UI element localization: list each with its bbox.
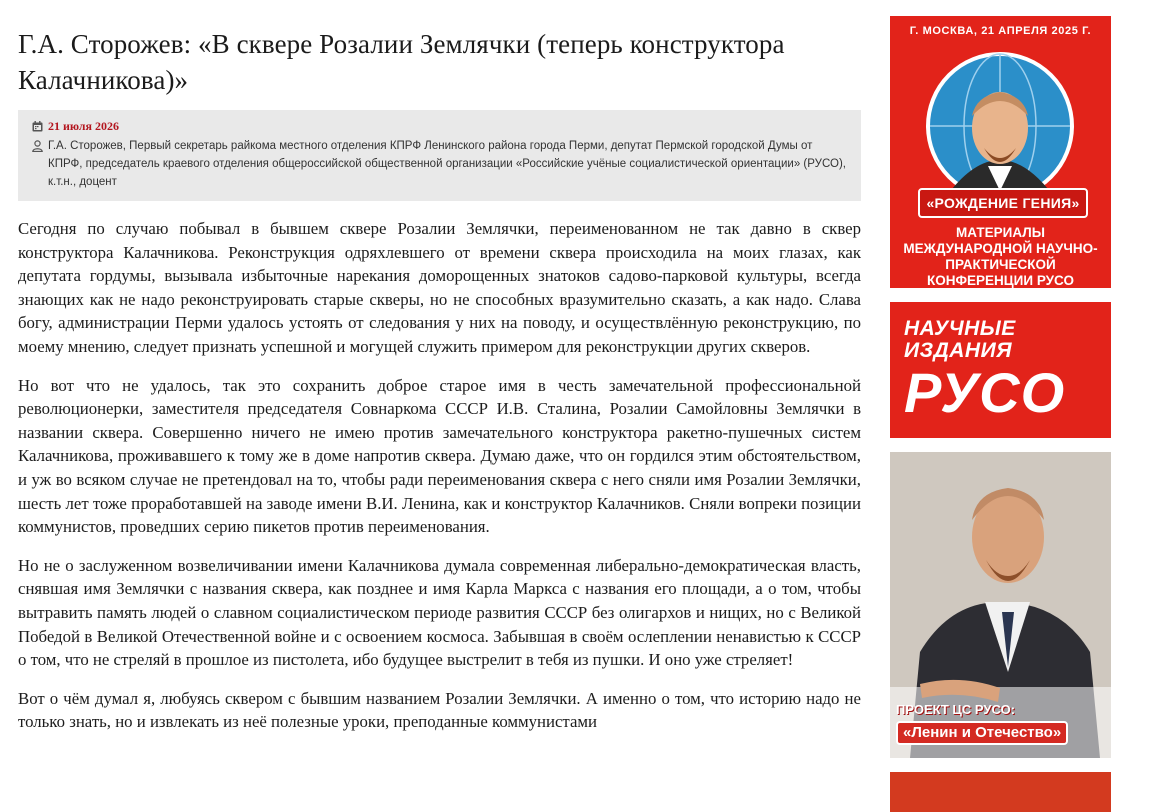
banner-ribbon: «РОЖДЕНИЕ ГЕНИЯ» xyxy=(918,188,1088,218)
publications-line1 xyxy=(904,318,1016,362)
project-caption-title: ПРОЕКТ ЦС РУСО: xyxy=(896,702,1016,717)
article-meta xyxy=(18,110,861,201)
calendar-icon xyxy=(32,121,43,132)
article-date: 21 июля 2026 xyxy=(48,119,120,133)
user-icon xyxy=(32,140,43,152)
author-row xyxy=(32,137,847,191)
date-row xyxy=(32,119,847,134)
next-banner[interactable] xyxy=(890,772,1111,812)
publications-banner[interactable] xyxy=(890,302,1111,438)
article-author: Г.А. Сторожев, Первый секретарь райкома местного отделения КПРФ Ленинского района города Перми, депутат Пермской городской Думы от КПРФ, председатель краевого отделения общероссийской общественной организации «Российские учёные социалистической ориентации» (РУСО), к.т.н., доцент xyxy=(48,140,846,188)
paragraph: Но вот что не удалось, так это сохранить доброе старое имя в честь замечательной профессиональной революционерки, заместителя председателя Совнаркома СССР И.В. Сталина, Розалии Самойловны Землячки в названии сквера. Совершенно ничего не имею против замечательного конструктора ракетно-пушечных систем Калачникова, проживавшего к тому же в доме напротив сквера. Думаю даже, что он гордился этим обстоятельством, и уж во всяком случае не претендовал на то, чтобы ради переименования сквера с него сняли имя Розалии Землячки, шесть лет тоже проработавшей на заводе имени В.И. Ленина, как и конструктор Калачников. Сняли вопреки позиции коммунистов, проведших серию пикетов против переименования. xyxy=(18,375,861,537)
article-title: Г.А. Сторожев: «В сквере Розалии Землячки (теперь конструктора Калачникова)» xyxy=(18,29,785,95)
project-caption-name: «Ленин и Отечество» xyxy=(896,721,1068,745)
paragraph: Но не о заслуженном возвеличивании имени Калачникова думала современная либерально-демократическая власть, снявшая имя Землячки с названия сквера, как позднее и имя Карла Маркса с названия его площади, а о том, чтобы вытравить память людей о славном социалистическом периоде развития СССР без олигархов и нищих, но с Великой Победой в Великой Отечественной войне и с освоением космоса. Забывшая в своём ослеплении ненавистью к СССР о том, что не стреляй в прошлое из пистолета, ибо будущее выстрелит в тебя из пушки. И оно уже стреляет! xyxy=(18,555,861,670)
publications-word2: ИЗДАНИЯ xyxy=(904,339,1013,362)
sidebar xyxy=(890,16,1111,812)
banner-subtitle: МАТЕРИАЛЫ МЕЖДУНАРОДНОЙ НАУЧНО-ПРАКТИЧЕСКОЙ КОНФЕРЕНЦИИ РУСО xyxy=(903,225,1098,288)
publications-logo-text: РУСО xyxy=(904,361,1066,424)
paragraph: Сегодня по случаю побывал в бывшем сквере Розалии Землячки, переименованном не так давно в сквер конструктора Калачникова. Реконструкция одряхлевшего от времени сквера происходила на моих глазах, как депутата гордумы, вызывала избыточные нарекания доморощенных знатоков садово-парковой культуры, всегда знающих как не надо реконструировать старые скверы, но не способных вразумительно сказать, а как надо. Слава богу, администрации Перми удалось устоять от следования у них на поводу, и осуществлённую реконструкцию, по моему мнению, следует признать успешной и могущей служить примером для реконструкции других скверов. xyxy=(18,219,861,356)
banner-date: Г. МОСКВА, 21 АПРЕЛЯ 2025 Г. xyxy=(909,25,1092,37)
project-caption xyxy=(896,702,1106,745)
conference-banner[interactable] xyxy=(890,16,1111,288)
project-banner[interactable] xyxy=(890,452,1111,758)
paragraph: Вот о чём думал я, любуясь сквером с бывшим названием Розалии Землячки. А именно о том, что историю надо не только знать, но и извлекать из неё полезные уроки, преподанные коммунистами xyxy=(18,688,861,732)
publications-word1: НАУЧНЫЕ xyxy=(904,317,1016,340)
article xyxy=(18,26,861,749)
